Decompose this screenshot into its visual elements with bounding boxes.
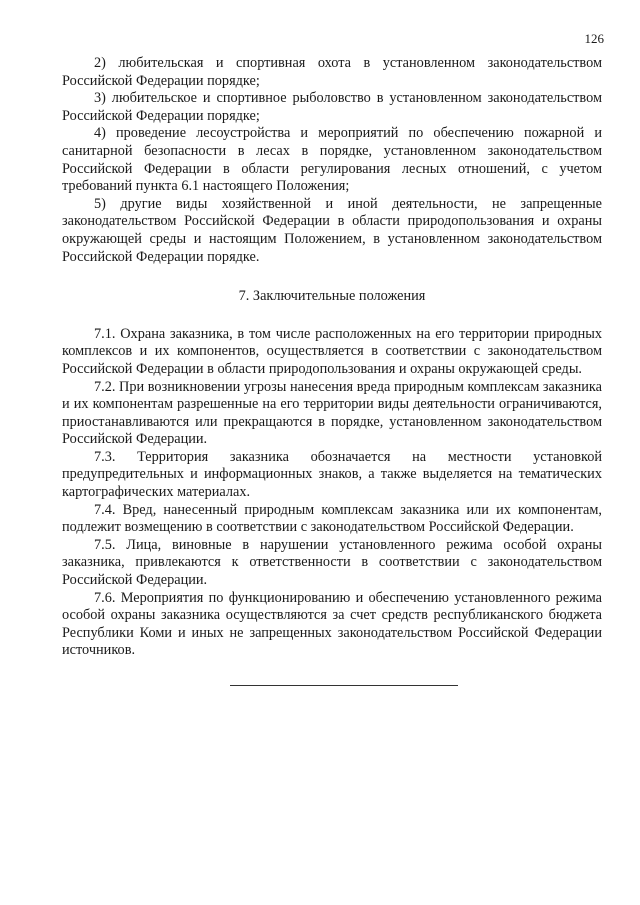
- list-item: 3) любительское и спортивное рыболовство в установленном законодательством Российской Федерации порядке;: [62, 90, 602, 124]
- page-number: 126: [584, 31, 604, 46]
- list-item: 2) любительская и спортивная охота в установленном законодательством Российской Федерации порядке;: [62, 55, 602, 89]
- paragraph: 7.5. Лица, виновные в нарушении установленного режима особой охраны заказника, привлекаются к ответственности в соответствии с законодательством Российской Федерации.: [62, 536, 602, 589]
- end-separator-line: [230, 685, 458, 686]
- paragraph: 7.3. Территория заказника обозначается на местности установкой предупредительных и информационных знаков, а также выделяется на тематических картографических материалах.: [62, 448, 602, 501]
- paragraph: 7.6. Мероприятия по функционированию и обеспечению установленного режима особой охраны заказника осуществляются за счет средств республиканского бюджета Республики Коми и иных не запрещенных законодательством Российской Федерации источников.: [62, 589, 602, 659]
- list-item: 4) проведение лесоустройства и мероприятий по обеспечению пожарной и санитарной безопасности в лесах в порядке, установленном законодательством Российской Федерации в области регулирования лесных отношений, с учетом требований пункта 6.1 настоящего Положения;: [62, 125, 602, 195]
- paragraph: 7.2. При возникновении угрозы нанесения вреда природным комплексам заказника и их компонентам разрешенные на его территории виды деятельности ограничиваются, приостанавливаются или прекращаются в порядке, установленном законодательством Российской Федерации.: [62, 378, 602, 448]
- list-item: 5) другие виды хозяйственной и иной деятельности, не запрещенные законодательством Российской Федерации в области природопользования и охраны окружающей среды и настоящим Положением, в установленном законодательством Российской Федерации порядке.: [62, 195, 602, 265]
- document-body: [62, 55, 602, 660]
- paragraph: 7.1. Охрана заказника, в том числе расположенных на его территории природных комплексов и их компонентов, осуществляется в соответствии с законодательством Российской Федерации в области природопользования и охраны окружающей среды.: [62, 325, 602, 377]
- paragraph: 7.4. Вред, нанесенный природным комплексам заказника или их компонентам, подлежит возмещению в соответствии с законодательством Российской Федерации.: [62, 501, 602, 536]
- section-heading: 7. Заключительные положения: [238, 288, 426, 305]
